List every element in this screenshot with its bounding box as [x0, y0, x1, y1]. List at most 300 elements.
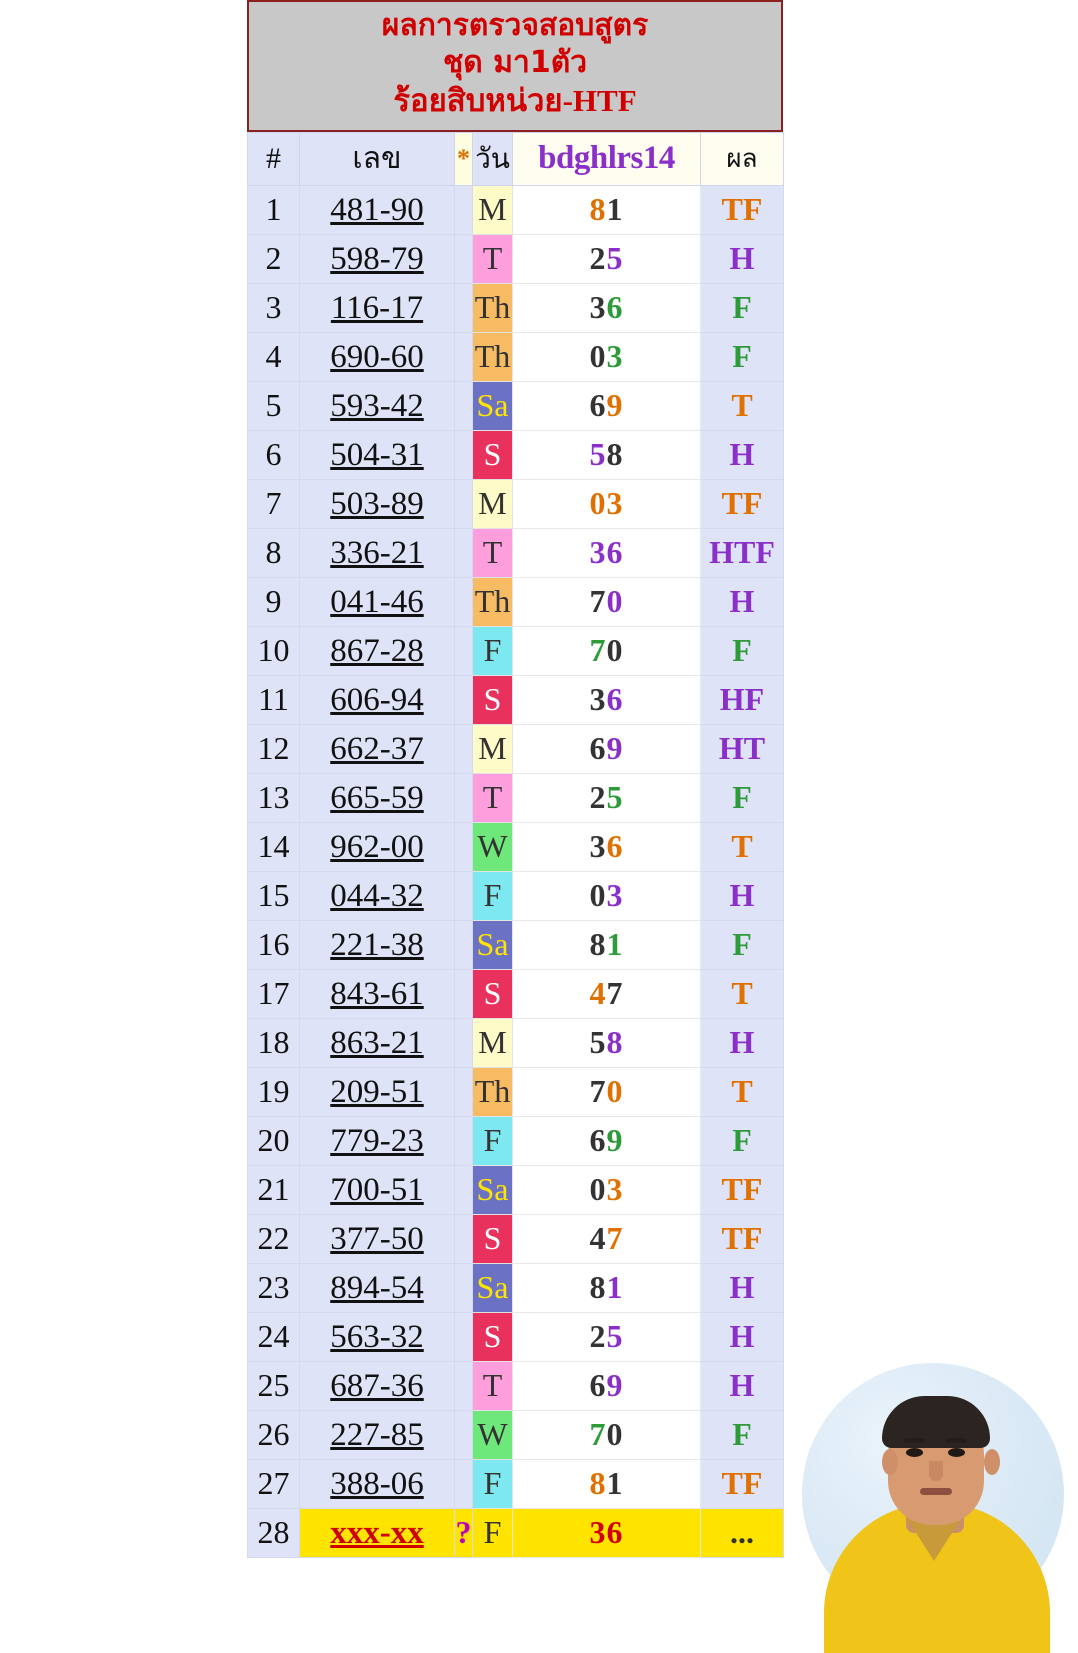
row-number-text: 044-32: [330, 877, 424, 914]
table-row: [248, 381, 784, 430]
row-index: 15: [248, 871, 300, 920]
row-number: [300, 773, 455, 822]
table-row: [248, 234, 784, 283]
row-day: M: [473, 185, 513, 234]
table-row: [248, 724, 784, 773]
row-number: [300, 1165, 455, 1214]
row-code-digit-2: 3: [606, 338, 624, 375]
row-star: [455, 577, 473, 626]
row-code-digit-1: 3: [589, 681, 607, 718]
table-row: [248, 1508, 784, 1557]
row-star: [455, 773, 473, 822]
header-star: *: [455, 132, 473, 185]
row-number-text: 388-06: [330, 1465, 424, 1502]
row-number-text: 593-42: [330, 387, 424, 424]
row-number-text: 209-51: [330, 1073, 424, 1110]
row-day: F: [473, 1508, 513, 1557]
row-code-digit-2: 9: [606, 1122, 624, 1159]
row-day: W: [473, 1410, 513, 1459]
row-result: TF: [701, 1165, 784, 1214]
row-number-text: 700-51: [330, 1171, 424, 1208]
table-row: [248, 528, 784, 577]
table-row: [248, 1459, 784, 1508]
row-number: [300, 479, 455, 528]
row-code-digit-1: 3: [589, 534, 607, 571]
table-row: [248, 332, 784, 381]
row-code-digit-1: 8: [589, 1269, 607, 1306]
row-code-digit-1: 6: [589, 1367, 607, 1404]
table-row: [248, 1116, 784, 1165]
row-result: HT: [701, 724, 784, 773]
row-code-digit-1: 2: [589, 779, 607, 816]
row-code: [513, 920, 701, 969]
row-index: 14: [248, 822, 300, 871]
row-code-digit-1: 7: [589, 583, 607, 620]
row-code: [513, 1018, 701, 1067]
table-row: [248, 185, 784, 234]
row-code-digit-1: 8: [589, 1465, 607, 1502]
row-day: F: [473, 1459, 513, 1508]
row-code-digit-2: 5: [606, 240, 624, 277]
row-result: F: [701, 626, 784, 675]
row-code-digit-2: 0: [606, 583, 624, 620]
row-code: [513, 1116, 701, 1165]
row-result: F: [701, 332, 784, 381]
row-number: [300, 920, 455, 969]
row-code-digit-1: 0: [589, 1171, 607, 1208]
row-index: 2: [248, 234, 300, 283]
row-code-digit-2: 6: [606, 534, 624, 571]
row-index: 8: [248, 528, 300, 577]
row-number-text: 481-90: [330, 191, 424, 228]
row-number: [300, 871, 455, 920]
row-star: [455, 920, 473, 969]
row-number: [300, 969, 455, 1018]
row-code-digit-1: 7: [589, 632, 607, 669]
table-row: [248, 1018, 784, 1067]
row-code-digit-2: 3: [606, 877, 624, 914]
row-result: H: [701, 234, 784, 283]
title-line-2: ชุด มา1ตัว: [442, 44, 588, 80]
row-day: Sa: [473, 381, 513, 430]
photo-mouth: [920, 1488, 952, 1495]
photo-brow-left: [904, 1438, 925, 1443]
row-number: [300, 724, 455, 773]
row-index: 10: [248, 626, 300, 675]
table-row: [248, 1263, 784, 1312]
row-index: 9: [248, 577, 300, 626]
row-index: 24: [248, 1312, 300, 1361]
row-number: [300, 1312, 455, 1361]
row-day: Sa: [473, 1263, 513, 1312]
row-code-digit-1: 8: [589, 191, 607, 228]
row-result: TF: [701, 185, 784, 234]
row-number: [300, 1508, 455, 1557]
table-row: [248, 675, 784, 724]
row-day: S: [473, 1312, 513, 1361]
row-index: 7: [248, 479, 300, 528]
table-row: [248, 920, 784, 969]
row-code: [513, 1410, 701, 1459]
row-code: [513, 332, 701, 381]
row-number-text: 041-46: [330, 583, 424, 620]
row-number-text: 227-85: [330, 1416, 424, 1453]
header-result: ผล: [701, 132, 784, 185]
row-result: H: [701, 1263, 784, 1312]
row-day: M: [473, 1018, 513, 1067]
photo-eye-left: [906, 1448, 923, 1457]
row-star: [455, 626, 473, 675]
row-number-text: 336-21: [330, 534, 424, 571]
row-code-digit-1: 3: [589, 289, 607, 326]
table-row: [248, 577, 784, 626]
row-code: [513, 1459, 701, 1508]
result-sheet: [247, 0, 783, 1558]
row-day: S: [473, 675, 513, 724]
row-code: [513, 1361, 701, 1410]
row-code: [513, 1312, 701, 1361]
row-star: [455, 675, 473, 724]
row-code-digit-1: 5: [589, 436, 607, 473]
row-number: [300, 1067, 455, 1116]
row-code: [513, 283, 701, 332]
row-code-digit-2: 1: [606, 1269, 624, 1306]
row-number-text: 221-38: [330, 926, 424, 963]
row-code: [513, 430, 701, 479]
row-code: [513, 1067, 701, 1116]
row-number: [300, 430, 455, 479]
row-code-digit-1: 5: [589, 1024, 607, 1061]
row-result: TF: [701, 479, 784, 528]
row-number-text: 962-00: [330, 828, 424, 865]
row-result: H: [701, 1018, 784, 1067]
row-number: [300, 626, 455, 675]
row-code: [513, 1263, 701, 1312]
row-code-digit-2: 8: [606, 436, 624, 473]
row-code-digit-2: 3: [606, 485, 624, 522]
table-row: [248, 626, 784, 675]
row-index: 22: [248, 1214, 300, 1263]
row-code-digit-1: 2: [589, 240, 607, 277]
photo-ear-right: [984, 1449, 1000, 1475]
row-index: 11: [248, 675, 300, 724]
row-code-digit-2: 3: [606, 1171, 624, 1208]
row-day: T: [473, 234, 513, 283]
row-code-digit-2: 6: [606, 289, 624, 326]
row-day: W: [473, 822, 513, 871]
row-index: 23: [248, 1263, 300, 1312]
row-index: 6: [248, 430, 300, 479]
row-code-digit-1: 3: [589, 828, 607, 865]
row-result: T: [701, 1067, 784, 1116]
row-result: HTF: [701, 528, 784, 577]
row-number-text: 662-37: [330, 730, 424, 767]
title-line-1: ผลการตรวจสอบสูตร: [381, 8, 649, 43]
row-star: [455, 1312, 473, 1361]
row-code: [513, 626, 701, 675]
row-star: [455, 871, 473, 920]
row-code: [513, 234, 701, 283]
row-number-text: 504-31: [330, 436, 424, 473]
row-star: [455, 1165, 473, 1214]
row-number: [300, 283, 455, 332]
row-code-digit-2: 6: [606, 681, 624, 718]
header-day: วัน: [473, 132, 513, 185]
row-number: [300, 1263, 455, 1312]
row-result: H: [701, 871, 784, 920]
row-code-digit-2: 1: [606, 1465, 624, 1502]
row-code: [513, 479, 701, 528]
row-day: F: [473, 626, 513, 675]
row-result: HF: [701, 675, 784, 724]
row-index: 25: [248, 1361, 300, 1410]
row-result: ...: [701, 1508, 784, 1557]
title-box: [247, 0, 783, 132]
row-result: T: [701, 381, 784, 430]
row-day: Th: [473, 283, 513, 332]
row-star: [455, 1410, 473, 1459]
table-row: [248, 430, 784, 479]
row-day: F: [473, 1116, 513, 1165]
row-code: [513, 724, 701, 773]
table-row: [248, 969, 784, 1018]
row-star: [455, 234, 473, 283]
row-number: [300, 185, 455, 234]
row-index: 21: [248, 1165, 300, 1214]
row-index: 12: [248, 724, 300, 773]
row-number: [300, 234, 455, 283]
row-code-digit-1: 6: [589, 387, 607, 424]
row-number-text: 894-54: [330, 1269, 424, 1306]
row-number-text: 606-94: [330, 681, 424, 718]
results-table: [247, 132, 784, 1558]
row-star: [455, 332, 473, 381]
table-row: [248, 773, 784, 822]
table-row: [248, 1067, 784, 1116]
row-star: [455, 430, 473, 479]
row-star: [455, 1263, 473, 1312]
row-day: S: [473, 969, 513, 1018]
table-row: [248, 1410, 784, 1459]
row-number: [300, 675, 455, 724]
row-code-digit-1: 7: [589, 1073, 607, 1110]
row-number-text: 377-50: [330, 1220, 424, 1257]
row-code-digit-2: 1: [606, 926, 624, 963]
row-number: [300, 1459, 455, 1508]
row-code: [513, 969, 701, 1018]
table-header-row: [248, 132, 784, 185]
row-code-digit-2: 6: [606, 828, 624, 865]
row-code-digit-1: 2: [589, 1318, 607, 1355]
row-result: H: [701, 577, 784, 626]
row-code-digit-2: 8: [606, 1024, 624, 1061]
row-number-text: xxx-xx: [330, 1514, 424, 1551]
row-number-text: 779-23: [330, 1122, 424, 1159]
row-index: 28: [248, 1508, 300, 1557]
row-code-digit-2: 0: [606, 632, 624, 669]
row-day: Th: [473, 1067, 513, 1116]
table-row: [248, 479, 784, 528]
row-number: [300, 822, 455, 871]
row-code-digit-1: 7: [589, 1416, 607, 1453]
row-code-digit-2: 9: [606, 387, 624, 424]
row-code: [513, 1508, 701, 1557]
row-code: [513, 528, 701, 577]
photo-nose: [929, 1461, 943, 1481]
photo-brow-right: [946, 1438, 967, 1443]
row-result: H: [701, 1312, 784, 1361]
row-result: TF: [701, 1214, 784, 1263]
row-star: [455, 1116, 473, 1165]
table-row: [248, 1165, 784, 1214]
row-number: [300, 528, 455, 577]
row-index: 19: [248, 1067, 300, 1116]
row-code: [513, 1165, 701, 1214]
row-number: [300, 1361, 455, 1410]
row-number-text: 563-32: [330, 1318, 424, 1355]
row-number-text: 665-59: [330, 779, 424, 816]
header-code: bdghlrs14: [513, 132, 701, 185]
row-star: [455, 479, 473, 528]
row-code: [513, 381, 701, 430]
row-result: H: [701, 1361, 784, 1410]
row-number-text: 690-60: [330, 338, 424, 375]
row-day: M: [473, 479, 513, 528]
table-row: [248, 1312, 784, 1361]
title-line-3: ร้อยสิบหน่วย-HTF: [393, 82, 637, 118]
row-code-digit-1: 0: [589, 338, 607, 375]
row-code: [513, 185, 701, 234]
row-result: F: [701, 920, 784, 969]
row-star: [455, 1459, 473, 1508]
row-result: F: [701, 773, 784, 822]
row-number: [300, 1116, 455, 1165]
row-code-digit-1: 4: [589, 975, 607, 1012]
row-number: [300, 1214, 455, 1263]
row-index: 17: [248, 969, 300, 1018]
row-number-text: 598-79: [330, 240, 424, 277]
row-star: [455, 969, 473, 1018]
row-day: S: [473, 430, 513, 479]
row-day: T: [473, 1361, 513, 1410]
row-star: ?: [455, 1508, 473, 1557]
row-code-digit-2: 6: [606, 1514, 624, 1551]
row-code-digit-1: 6: [589, 730, 607, 767]
photo-ear-left: [882, 1449, 898, 1475]
row-code-digit-1: 3: [589, 1514, 607, 1551]
row-star: [455, 724, 473, 773]
row-result: F: [701, 283, 784, 332]
row-star: [455, 822, 473, 871]
row-index: 5: [248, 381, 300, 430]
row-code-digit-2: 9: [606, 1367, 624, 1404]
row-code-digit-1: 6: [589, 1122, 607, 1159]
row-day: Sa: [473, 920, 513, 969]
photo-eye-right: [948, 1448, 965, 1457]
row-day: T: [473, 773, 513, 822]
table-row: [248, 283, 784, 332]
row-result: H: [701, 430, 784, 479]
row-result: T: [701, 822, 784, 871]
row-star: [455, 381, 473, 430]
row-code-digit-1: 0: [589, 485, 607, 522]
row-star: [455, 185, 473, 234]
row-code-digit-1: 0: [589, 877, 607, 914]
row-number: [300, 1410, 455, 1459]
row-number: [300, 577, 455, 626]
row-day: Sa: [473, 1165, 513, 1214]
row-code-digit-1: 8: [589, 926, 607, 963]
row-index: 16: [248, 920, 300, 969]
row-index: 13: [248, 773, 300, 822]
row-code: [513, 577, 701, 626]
table-row: [248, 871, 784, 920]
row-code-digit-2: 5: [606, 779, 624, 816]
table-row: [248, 1214, 784, 1263]
row-code: [513, 871, 701, 920]
row-number-text: 867-28: [330, 632, 424, 669]
row-day: M: [473, 724, 513, 773]
row-number-text: 503-89: [330, 485, 424, 522]
row-result: TF: [701, 1459, 784, 1508]
row-index: 3: [248, 283, 300, 332]
row-result: F: [701, 1410, 784, 1459]
row-number-text: 843-61: [330, 975, 424, 1012]
table-row: [248, 1361, 784, 1410]
presenter-photo: [802, 1353, 1072, 1653]
row-code-digit-2: 0: [606, 1073, 624, 1110]
header-number: เลข: [300, 132, 455, 185]
row-code: [513, 675, 701, 724]
row-number: [300, 332, 455, 381]
table-row: [248, 822, 784, 871]
row-number: [300, 381, 455, 430]
row-day: F: [473, 871, 513, 920]
row-code: [513, 773, 701, 822]
row-day: S: [473, 1214, 513, 1263]
row-code-digit-2: 5: [606, 1318, 624, 1355]
row-day: Th: [473, 332, 513, 381]
row-index: 26: [248, 1410, 300, 1459]
row-number-text: 687-36: [330, 1367, 424, 1404]
row-code-digit-2: 1: [606, 191, 624, 228]
row-index: 27: [248, 1459, 300, 1508]
row-code-digit-1: 4: [589, 1220, 607, 1257]
header-index: #: [248, 132, 300, 185]
row-result: T: [701, 969, 784, 1018]
row-index: 4: [248, 332, 300, 381]
row-number: [300, 1018, 455, 1067]
row-index: 18: [248, 1018, 300, 1067]
row-code: [513, 822, 701, 871]
row-star: [455, 1067, 473, 1116]
row-code-digit-2: 9: [606, 730, 624, 767]
row-star: [455, 1214, 473, 1263]
row-star: [455, 1361, 473, 1410]
row-code-digit-2: 7: [606, 1220, 624, 1257]
row-code: [513, 1214, 701, 1263]
row-star: [455, 1018, 473, 1067]
row-code-digit-2: 7: [606, 975, 624, 1012]
row-index: 1: [248, 185, 300, 234]
row-code-digit-2: 0: [606, 1416, 624, 1453]
row-number-text: 116-17: [330, 289, 424, 326]
row-day: Th: [473, 577, 513, 626]
row-number-text: 863-21: [330, 1024, 424, 1061]
row-index: 20: [248, 1116, 300, 1165]
row-day: T: [473, 528, 513, 577]
row-star: [455, 283, 473, 332]
